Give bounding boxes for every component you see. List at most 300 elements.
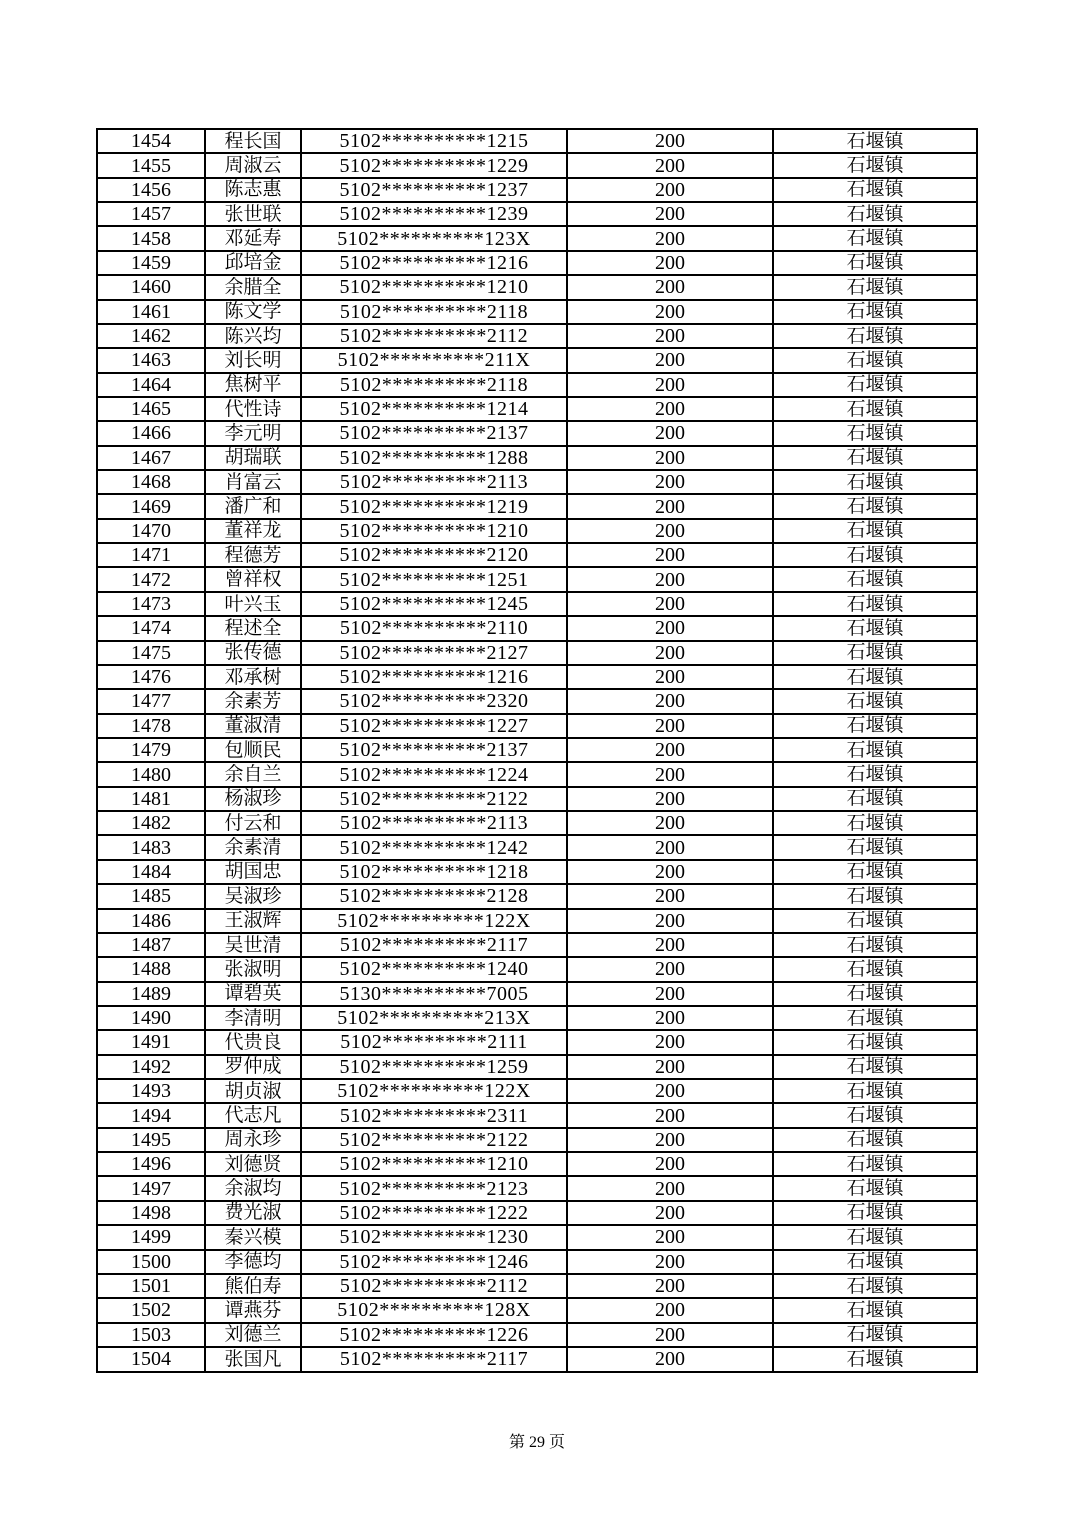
table-row: [97, 1055, 977, 1079]
name-cell: 程长国: [205, 129, 301, 153]
amount-cell: 200: [567, 641, 773, 665]
amount-cell: 200: [567, 1323, 773, 1347]
table-row: [97, 835, 977, 859]
amount-cell: 200: [567, 1274, 773, 1298]
town-cell: 石堰镇: [773, 1006, 977, 1030]
row-number-cell: 1503: [97, 1323, 205, 1347]
amount-cell: 200: [567, 153, 773, 177]
amount-cell: 200: [567, 226, 773, 250]
row-number-cell: 1478: [97, 714, 205, 738]
name-cell: 刘德兰: [205, 1323, 301, 1347]
amount-cell: 200: [567, 1152, 773, 1176]
id-number-cell: 5102**********2137: [301, 421, 567, 445]
table-row: [97, 1030, 977, 1054]
town-cell: 石堰镇: [773, 957, 977, 981]
id-number-cell: 5102**********1246: [301, 1250, 567, 1274]
id-number-cell: 5102**********2111: [301, 1030, 567, 1054]
name-cell: 胡贞淑: [205, 1079, 301, 1103]
id-number-cell: 5102**********2311: [301, 1103, 567, 1127]
table-body: [97, 129, 977, 1372]
name-cell: 肖富云: [205, 470, 301, 494]
town-cell: 石堰镇: [773, 1347, 977, 1372]
amount-cell: 200: [567, 665, 773, 689]
name-cell: 张传德: [205, 641, 301, 665]
town-cell: 石堰镇: [773, 1274, 977, 1298]
id-number-cell: 5102**********2122: [301, 1128, 567, 1152]
row-number-cell: 1490: [97, 1006, 205, 1030]
town-cell: 石堰镇: [773, 689, 977, 713]
table-row: [97, 1103, 977, 1127]
town-cell: 石堰镇: [773, 202, 977, 226]
table-row: [97, 957, 977, 981]
id-number-cell: 5102**********1239: [301, 202, 567, 226]
name-cell: 胡国忠: [205, 860, 301, 884]
amount-cell: 200: [567, 129, 773, 153]
id-number-cell: 5102**********1226: [301, 1323, 567, 1347]
table-row: [97, 1274, 977, 1298]
row-number-cell: 1454: [97, 129, 205, 153]
town-cell: 石堰镇: [773, 982, 977, 1006]
amount-cell: 200: [567, 1225, 773, 1249]
table-row: [97, 714, 977, 738]
town-cell: 石堰镇: [773, 567, 977, 591]
amount-cell: 200: [567, 762, 773, 786]
row-number-cell: 1459: [97, 251, 205, 275]
id-number-cell: 5102**********1218: [301, 860, 567, 884]
amount-cell: 200: [567, 909, 773, 933]
id-number-cell: 5102**********1237: [301, 178, 567, 202]
row-number-cell: 1500: [97, 1250, 205, 1274]
town-cell: 石堰镇: [773, 1079, 977, 1103]
name-cell: 吴世清: [205, 933, 301, 957]
table-row: [97, 324, 977, 348]
town-cell: 石堰镇: [773, 860, 977, 884]
table-row: [97, 787, 977, 811]
name-cell: 陈文学: [205, 300, 301, 324]
table-row: [97, 860, 977, 884]
row-number-cell: 1455: [97, 153, 205, 177]
town-cell: 石堰镇: [773, 933, 977, 957]
town-cell: 石堰镇: [773, 1225, 977, 1249]
row-number-cell: 1474: [97, 616, 205, 640]
id-number-cell: 5130**********7005: [301, 982, 567, 1006]
table-row: [97, 1201, 977, 1225]
amount-cell: 200: [567, 421, 773, 445]
table-row: [97, 884, 977, 908]
table-row: [97, 641, 977, 665]
id-number-cell: 5102**********1230: [301, 1225, 567, 1249]
table-row: [97, 1128, 977, 1152]
amount-cell: 200: [567, 860, 773, 884]
row-number-cell: 1475: [97, 641, 205, 665]
name-cell: 吴淑珍: [205, 884, 301, 908]
row-number-cell: 1495: [97, 1128, 205, 1152]
town-cell: 石堰镇: [773, 835, 977, 859]
row-number-cell: 1496: [97, 1152, 205, 1176]
name-cell: 余素清: [205, 835, 301, 859]
amount-cell: 200: [567, 470, 773, 494]
name-cell: 罗仲成: [205, 1055, 301, 1079]
table-row: [97, 397, 977, 421]
name-cell: 张世联: [205, 202, 301, 226]
town-cell: 石堰镇: [773, 884, 977, 908]
amount-cell: 200: [567, 1030, 773, 1054]
table-row: [97, 567, 977, 591]
row-number-cell: 1456: [97, 178, 205, 202]
id-number-cell: 5102**********213X: [301, 1006, 567, 1030]
row-number-cell: 1477: [97, 689, 205, 713]
id-number-cell: 5102**********1227: [301, 714, 567, 738]
id-number-cell: 5102**********1222: [301, 1201, 567, 1225]
id-number-cell: 5102**********1210: [301, 275, 567, 299]
id-number-cell: 5102**********2118: [301, 373, 567, 397]
table-row: [97, 738, 977, 762]
town-cell: 石堰镇: [773, 543, 977, 567]
id-number-cell: 5102**********2137: [301, 738, 567, 762]
table-row: [97, 373, 977, 397]
name-cell: 付云和: [205, 811, 301, 835]
amount-cell: 200: [567, 251, 773, 275]
id-number-cell: 5102**********1259: [301, 1055, 567, 1079]
page-number: 第 29 页: [508, 1434, 565, 1451]
id-number-cell: 5102**********1229: [301, 153, 567, 177]
amount-cell: 200: [567, 1201, 773, 1225]
name-cell: 王淑辉: [205, 909, 301, 933]
row-number-cell: 1469: [97, 494, 205, 518]
beneficiary-table: [96, 128, 978, 1373]
row-number-cell: 1483: [97, 835, 205, 859]
town-cell: 石堰镇: [773, 1201, 977, 1225]
amount-cell: 200: [567, 835, 773, 859]
id-number-cell: 5102**********2112: [301, 1274, 567, 1298]
table-row: [97, 226, 977, 250]
table-row: [97, 909, 977, 933]
town-cell: 石堰镇: [773, 762, 977, 786]
table-row: [97, 178, 977, 202]
town-cell: 石堰镇: [773, 811, 977, 835]
table-row: [97, 1225, 977, 1249]
amount-cell: 200: [567, 202, 773, 226]
row-number-cell: 1497: [97, 1176, 205, 1200]
table-row: [97, 275, 977, 299]
name-cell: 陈兴均: [205, 324, 301, 348]
town-cell: 石堰镇: [773, 373, 977, 397]
id-number-cell: 5102**********128X: [301, 1298, 567, 1322]
name-cell: 程德芳: [205, 543, 301, 567]
row-number-cell: 1479: [97, 738, 205, 762]
table-row: [97, 1152, 977, 1176]
town-cell: 石堰镇: [773, 1055, 977, 1079]
amount-cell: 200: [567, 957, 773, 981]
amount-cell: 200: [567, 1103, 773, 1127]
row-number-cell: 1476: [97, 665, 205, 689]
name-cell: 代性诗: [205, 397, 301, 421]
id-number-cell: 5102**********2117: [301, 933, 567, 957]
town-cell: 石堰镇: [773, 909, 977, 933]
town-cell: 石堰镇: [773, 641, 977, 665]
name-cell: 叶兴玉: [205, 592, 301, 616]
name-cell: 陈志惠: [205, 178, 301, 202]
amount-cell: 200: [567, 1128, 773, 1152]
name-cell: 谭碧英: [205, 982, 301, 1006]
id-number-cell: 5102**********1251: [301, 567, 567, 591]
name-cell: 杨淑珍: [205, 787, 301, 811]
row-number-cell: 1486: [97, 909, 205, 933]
id-number-cell: 5102**********2120: [301, 543, 567, 567]
amount-cell: 200: [567, 373, 773, 397]
town-cell: 石堰镇: [773, 1128, 977, 1152]
table-row: [97, 300, 977, 324]
id-number-cell: 5102**********2127: [301, 641, 567, 665]
id-number-cell: 5102**********1219: [301, 494, 567, 518]
amount-cell: 200: [567, 1176, 773, 1200]
table-row: [97, 202, 977, 226]
row-number-cell: 1488: [97, 957, 205, 981]
table-row: [97, 519, 977, 543]
town-cell: 石堰镇: [773, 1030, 977, 1054]
amount-cell: 200: [567, 689, 773, 713]
table-row: [97, 494, 977, 518]
name-cell: 邓承树: [205, 665, 301, 689]
town-cell: 石堰镇: [773, 1298, 977, 1322]
table-row: [97, 689, 977, 713]
name-cell: 李德均: [205, 1250, 301, 1274]
row-number-cell: 1464: [97, 373, 205, 397]
amount-cell: 200: [567, 567, 773, 591]
town-cell: 石堰镇: [773, 1103, 977, 1127]
table-row: [97, 543, 977, 567]
town-cell: 石堰镇: [773, 226, 977, 250]
town-cell: 石堰镇: [773, 153, 977, 177]
row-number-cell: 1462: [97, 324, 205, 348]
amount-cell: 200: [567, 811, 773, 835]
row-number-cell: 1457: [97, 202, 205, 226]
amount-cell: 200: [567, 592, 773, 616]
name-cell: 余自兰: [205, 762, 301, 786]
id-number-cell: 5102**********1224: [301, 762, 567, 786]
name-cell: 董淑清: [205, 714, 301, 738]
amount-cell: 200: [567, 348, 773, 372]
amount-cell: 200: [567, 1079, 773, 1103]
name-cell: 邱培金: [205, 251, 301, 275]
row-number-cell: 1487: [97, 933, 205, 957]
name-cell: 费光淑: [205, 1201, 301, 1225]
amount-cell: 200: [567, 519, 773, 543]
row-number-cell: 1467: [97, 446, 205, 470]
amount-cell: 200: [567, 324, 773, 348]
table-row: [97, 1298, 977, 1322]
name-cell: 余腊全: [205, 275, 301, 299]
row-number-cell: 1494: [97, 1103, 205, 1127]
town-cell: 石堰镇: [773, 519, 977, 543]
amount-cell: 200: [567, 1250, 773, 1274]
row-number-cell: 1501: [97, 1274, 205, 1298]
town-cell: 石堰镇: [773, 714, 977, 738]
table-row: [97, 1347, 977, 1372]
table-row: [97, 616, 977, 640]
town-cell: 石堰镇: [773, 129, 977, 153]
town-cell: 石堰镇: [773, 446, 977, 470]
name-cell: 刘德贤: [205, 1152, 301, 1176]
name-cell: 余淑均: [205, 1176, 301, 1200]
amount-cell: 200: [567, 543, 773, 567]
town-cell: 石堰镇: [773, 348, 977, 372]
name-cell: 包顺民: [205, 738, 301, 762]
row-number-cell: 1463: [97, 348, 205, 372]
name-cell: 胡瑞联: [205, 446, 301, 470]
id-number-cell: 5102**********123X: [301, 226, 567, 250]
id-number-cell: 5102**********2122: [301, 787, 567, 811]
amount-cell: 200: [567, 275, 773, 299]
id-number-cell: 5102**********122X: [301, 909, 567, 933]
row-number-cell: 1482: [97, 811, 205, 835]
name-cell: 刘长明: [205, 348, 301, 372]
id-number-cell: 5102**********1216: [301, 251, 567, 275]
id-number-cell: 5102**********1242: [301, 835, 567, 859]
amount-cell: 200: [567, 616, 773, 640]
amount-cell: 200: [567, 300, 773, 324]
table-row: [97, 1079, 977, 1103]
table-row: [97, 129, 977, 153]
name-cell: 周淑云: [205, 153, 301, 177]
name-cell: 代志凡: [205, 1103, 301, 1127]
name-cell: 邓延寿: [205, 226, 301, 250]
id-number-cell: 5102**********2113: [301, 811, 567, 835]
town-cell: 石堰镇: [773, 592, 977, 616]
id-number-cell: 5102**********2320: [301, 689, 567, 713]
town-cell: 石堰镇: [773, 178, 977, 202]
row-number-cell: 1498: [97, 1201, 205, 1225]
table-row: [97, 1006, 977, 1030]
id-number-cell: 5102**********2112: [301, 324, 567, 348]
table-row: [97, 592, 977, 616]
table-row: [97, 153, 977, 177]
name-cell: 李元明: [205, 421, 301, 445]
town-cell: 石堰镇: [773, 665, 977, 689]
id-number-cell: 5102**********122X: [301, 1079, 567, 1103]
id-number-cell: 5102**********1288: [301, 446, 567, 470]
row-number-cell: 1471: [97, 543, 205, 567]
name-cell: 张淑明: [205, 957, 301, 981]
town-cell: 石堰镇: [773, 300, 977, 324]
town-cell: 石堰镇: [773, 616, 977, 640]
name-cell: 程述全: [205, 616, 301, 640]
amount-cell: 200: [567, 1347, 773, 1372]
amount-cell: 200: [567, 714, 773, 738]
amount-cell: 200: [567, 982, 773, 1006]
name-cell: 焦树平: [205, 373, 301, 397]
table-row: [97, 811, 977, 835]
table-row: [97, 348, 977, 372]
row-number-cell: 1473: [97, 592, 205, 616]
id-number-cell: 5102**********211X: [301, 348, 567, 372]
name-cell: 周永珍: [205, 1128, 301, 1152]
amount-cell: 200: [567, 884, 773, 908]
table-row: [97, 446, 977, 470]
amount-cell: 200: [567, 178, 773, 202]
table-row: [97, 1323, 977, 1347]
name-cell: 李清明: [205, 1006, 301, 1030]
id-number-cell: 5102**********1214: [301, 397, 567, 421]
town-cell: 石堰镇: [773, 1323, 977, 1347]
town-cell: 石堰镇: [773, 787, 977, 811]
amount-cell: 200: [567, 1055, 773, 1079]
row-number-cell: 1499: [97, 1225, 205, 1249]
table-row: [97, 665, 977, 689]
name-cell: 余素芳: [205, 689, 301, 713]
id-number-cell: 5102**********2118: [301, 300, 567, 324]
town-cell: 石堰镇: [773, 421, 977, 445]
town-cell: 石堰镇: [773, 470, 977, 494]
row-number-cell: 1492: [97, 1055, 205, 1079]
table-row: [97, 982, 977, 1006]
table-row: [97, 933, 977, 957]
table-row: [97, 421, 977, 445]
row-number-cell: 1491: [97, 1030, 205, 1054]
amount-cell: 200: [567, 1298, 773, 1322]
name-cell: 董祥龙: [205, 519, 301, 543]
row-number-cell: 1504: [97, 1347, 205, 1372]
amount-cell: 200: [567, 738, 773, 762]
town-cell: 石堰镇: [773, 738, 977, 762]
town-cell: 石堰镇: [773, 251, 977, 275]
table-row: [97, 1176, 977, 1200]
name-cell: 熊伯寿: [205, 1274, 301, 1298]
amount-cell: 200: [567, 787, 773, 811]
name-cell: 代贵良: [205, 1030, 301, 1054]
id-number-cell: 5102**********2128: [301, 884, 567, 908]
id-number-cell: 5102**********2110: [301, 616, 567, 640]
table-row: [97, 251, 977, 275]
name-cell: 谭燕芬: [205, 1298, 301, 1322]
row-number-cell: 1481: [97, 787, 205, 811]
town-cell: 石堰镇: [773, 275, 977, 299]
row-number-cell: 1502: [97, 1298, 205, 1322]
amount-cell: 200: [567, 494, 773, 518]
name-cell: 张国凡: [205, 1347, 301, 1372]
row-number-cell: 1468: [97, 470, 205, 494]
town-cell: 石堰镇: [773, 1152, 977, 1176]
id-number-cell: 5102**********1210: [301, 1152, 567, 1176]
table-row: [97, 1250, 977, 1274]
amount-cell: 200: [567, 397, 773, 421]
row-number-cell: 1465: [97, 397, 205, 421]
row-number-cell: 1485: [97, 884, 205, 908]
id-number-cell: 5102**********1216: [301, 665, 567, 689]
row-number-cell: 1472: [97, 567, 205, 591]
town-cell: 石堰镇: [773, 1250, 977, 1274]
row-number-cell: 1460: [97, 275, 205, 299]
name-cell: 潘广和: [205, 494, 301, 518]
row-number-cell: 1461: [97, 300, 205, 324]
row-number-cell: 1489: [97, 982, 205, 1006]
name-cell: 秦兴模: [205, 1225, 301, 1249]
town-cell: 石堰镇: [773, 324, 977, 348]
row-number-cell: 1480: [97, 762, 205, 786]
town-cell: 石堰镇: [773, 397, 977, 421]
name-cell: 曾祥权: [205, 567, 301, 591]
amount-cell: 200: [567, 1006, 773, 1030]
id-number-cell: 5102**********1210: [301, 519, 567, 543]
id-number-cell: 5102**********1245: [301, 592, 567, 616]
amount-cell: 200: [567, 446, 773, 470]
id-number-cell: 5102**********2113: [301, 470, 567, 494]
id-number-cell: 5102**********1215: [301, 129, 567, 153]
id-number-cell: 5102**********1240: [301, 957, 567, 981]
row-number-cell: 1470: [97, 519, 205, 543]
town-cell: 石堰镇: [773, 1176, 977, 1200]
amount-cell: 200: [567, 933, 773, 957]
